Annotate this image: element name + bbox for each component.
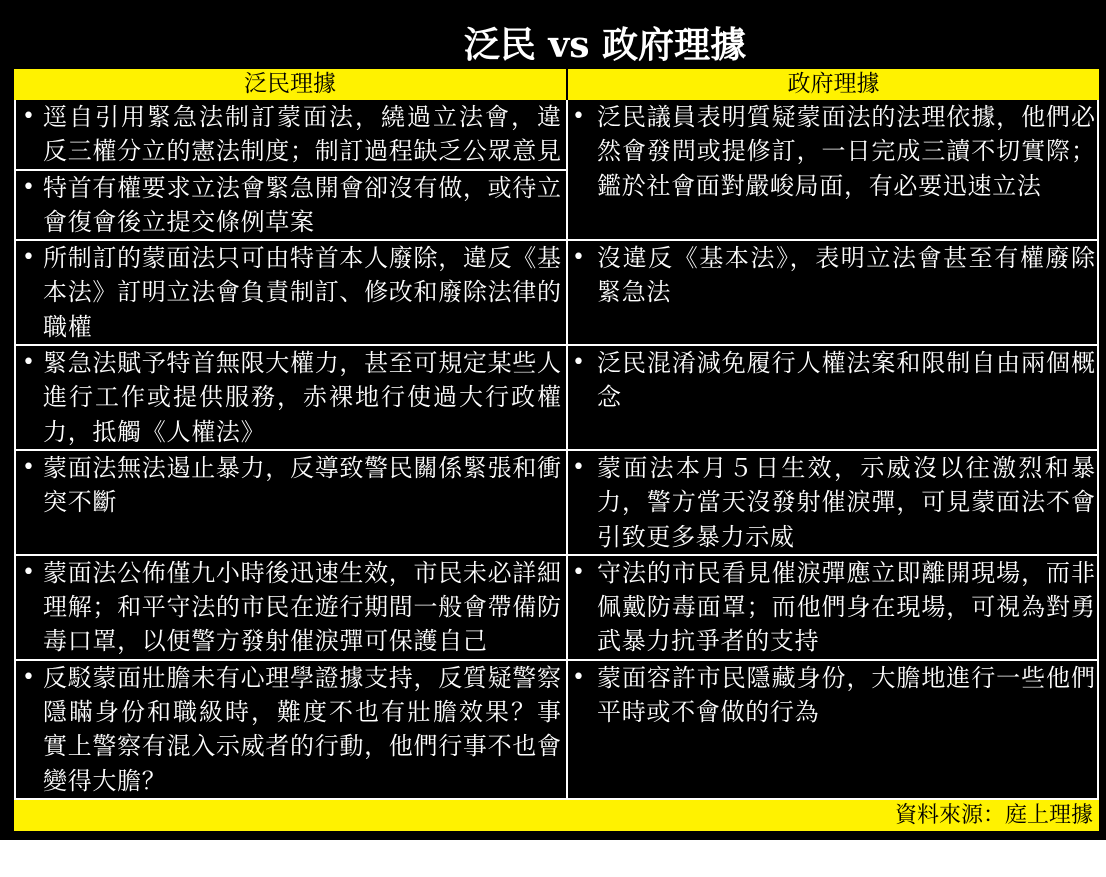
argument-line: [43, 346, 561, 380]
pan-democrats-cell: [16, 556, 566, 659]
bullet: •: [572, 245, 585, 271]
bullet: •: [22, 350, 35, 376]
argument-line: [597, 590, 1095, 624]
argument-line-text: 反三權分立的憲法制度；制訂過程缺乏公眾意見: [43, 137, 562, 166]
argument-line-text: 變得大膽？: [43, 766, 167, 795]
header-government: [566, 69, 1099, 100]
argument-line: [43, 729, 561, 763]
argument-line-text: 反駁蒙面壯膽未有心理學證據支持，反質疑警察: [43, 663, 562, 692]
argument-line-text: 突不斷: [43, 488, 118, 517]
argument-item: [568, 241, 1097, 310]
argument-line: [597, 661, 1095, 695]
argument-line: [43, 275, 561, 309]
argument-line-text: 逕自引用緊急法制訂蒙面法，繞過立法會，違: [43, 103, 563, 131]
bullet: •: [572, 350, 585, 376]
argument-line-text: 蒙面法無法遏止暴力，反導致警民關係緊張和衝: [43, 453, 562, 482]
argument-line-text: 蒙面容許市民隱藏身份，大膽地進行一些他們: [597, 663, 1096, 692]
argument-line: [43, 695, 561, 729]
argument-line: [43, 134, 561, 168]
source-footer: [14, 800, 1099, 831]
argument-line: [597, 169, 1095, 203]
table-row: [16, 241, 1097, 346]
argument-line-text: 蒙面法公佈僅九小時後迅速生效，市民未必詳細: [43, 558, 562, 587]
argument-line-text: 所制訂的蒙面法只可由特首本人廢除，違反《基: [43, 244, 562, 273]
government-cell: [566, 451, 1097, 554]
argument-line-text: 平時或不會做的行為: [597, 698, 820, 727]
table-row: [16, 451, 1097, 556]
pan-democrats-cell: [16, 661, 566, 798]
argument-line: [597, 520, 1095, 554]
header-label-government: 政府理據: [787, 71, 880, 97]
argument-line: [43, 415, 561, 449]
argument-item: [16, 556, 566, 659]
bullet: •: [572, 454, 585, 480]
argument-line-text: 力，抵觸《人權法》: [43, 417, 266, 446]
bullet: •: [572, 559, 585, 585]
argument-line-text: 沒違反《基本法》，表明立法會甚至有權廢除: [597, 244, 1097, 273]
argument-line: [597, 695, 1095, 729]
argument-item: [16, 661, 566, 798]
argument-line: [43, 310, 561, 344]
argument-line: [43, 764, 561, 798]
argument-line-text: 本法》訂明立法會負責制訂、修改和廢除法律的: [43, 278, 562, 307]
argument-line-text: 力，警方當天沒發射催淚彈，可見蒙面法不會: [597, 488, 1096, 517]
argument-line-text: 會復會後立提交條例草案: [43, 207, 315, 236]
argument-line: [43, 485, 561, 519]
argument-line-text: 理解；和平守法的市民在遊行期間一般會帶備防: [43, 593, 562, 622]
argument-item: [568, 556, 1097, 659]
argument-line-text: 緊急法賦予特首無限大權力，甚至可規定某些人: [43, 349, 562, 378]
pan-democrats-cell: [16, 100, 566, 239]
bullet: •: [22, 174, 35, 200]
argument-line-text: 進行工作或提供服務，赤裸地行使過大行政權: [43, 383, 563, 412]
argument-line: [597, 134, 1095, 168]
argument-line-text: 然會發問或提修訂，一日完成三讀不切實際；: [597, 137, 1096, 166]
table-row: [16, 346, 1097, 451]
header-pan-democrats: [14, 69, 566, 100]
government-cell: [566, 241, 1097, 344]
argument-item: [568, 451, 1097, 554]
argument-line: [43, 171, 561, 205]
argument-line: [597, 380, 1095, 414]
government-cell: [566, 346, 1097, 449]
argument-line: [43, 556, 561, 590]
argument-line: [597, 275, 1095, 309]
argument-line: [597, 346, 1095, 380]
government-cell: [566, 100, 1097, 239]
argument-item: [16, 346, 566, 449]
header-label-pan-democrats: 泛民理據: [244, 71, 336, 97]
source-credit: 資料來源：庭上理據: [894, 803, 1093, 828]
pan-democrats-cell: [16, 451, 566, 554]
argument-line: [597, 556, 1095, 590]
argument-line: [597, 485, 1095, 519]
argument-line-text: 佩戴防毒面罩；而他們身在現場，可視為對勇: [597, 593, 1096, 622]
bullet: •: [22, 664, 35, 690]
argument-line: [43, 661, 561, 695]
bullet: •: [22, 454, 35, 480]
argument-line-text: 隱瞞身份和職級時，難度不也有壯膽效果？事: [43, 698, 563, 727]
government-cell: [566, 556, 1097, 659]
argument-line: [43, 100, 561, 134]
argument-line-text: 泛民議員表明質疑蒙面法的法理依據，他們必: [597, 103, 1096, 131]
argument-line: [597, 451, 1098, 485]
argument-item: [568, 661, 1097, 730]
bullet: •: [22, 104, 35, 129]
argument-line: [597, 100, 1095, 134]
argument-line-text: 武暴力抗爭者的支持: [597, 627, 820, 656]
argument-line-text: 毒口罩，以便警方發射催淚彈可保護自己: [43, 627, 488, 656]
bullet: •: [572, 104, 585, 129]
argument-line-text: 職權: [43, 312, 93, 341]
bullet: •: [22, 559, 35, 585]
government-cell: [566, 661, 1097, 798]
table-row: [16, 661, 1097, 800]
argument-item: [16, 100, 566, 169]
argument-line-text: 引致更多暴力示威: [597, 522, 795, 551]
argument-line-text: 實上警察有混入示威者的行動，他們行事不也會: [43, 732, 562, 761]
pan-democrats-cell: [16, 346, 566, 449]
pan-democrats-cell: [16, 241, 566, 344]
argument-item: [16, 169, 566, 240]
page-title: 泛民 vs 政府理據: [463, 24, 747, 66]
table-row: [16, 100, 1097, 241]
argument-line: [43, 380, 561, 414]
comparison-table-body: [14, 100, 1099, 800]
argument-line: [43, 241, 561, 275]
argument-line-text: 緊急法: [597, 278, 672, 307]
argument-line: [43, 624, 561, 658]
table-header: [14, 69, 1099, 100]
argument-item: [16, 241, 566, 344]
argument-line-text: 鑑於社會面對嚴峻局面，有必要迅速立法: [597, 171, 1042, 200]
argument-line-text: 守法的市民看見催淚彈應立即離開現場，而非: [597, 558, 1096, 587]
argument-line: [597, 624, 1095, 658]
argument-line-text: 泛民混淆減免履行人權法案和限制自由兩個概: [597, 349, 1096, 378]
argument-line-text: 念: [597, 383, 622, 412]
bullet: •: [22, 245, 35, 271]
argument-line-text: 特首有權要求立法會緊急開會卻沒有做，或待立: [43, 173, 562, 202]
argument-line-text: 蒙面法本月５日生效，示威沒以往激烈和暴: [597, 453, 1098, 482]
argument-item: [16, 451, 566, 520]
argument-line: [43, 590, 561, 624]
argument-line: [43, 205, 561, 239]
argument-line: [597, 241, 1095, 275]
argument-line: [43, 451, 561, 485]
argument-item: [568, 346, 1097, 415]
table-row: [16, 556, 1097, 661]
bullet: •: [572, 664, 585, 690]
argument-item: [568, 100, 1097, 203]
